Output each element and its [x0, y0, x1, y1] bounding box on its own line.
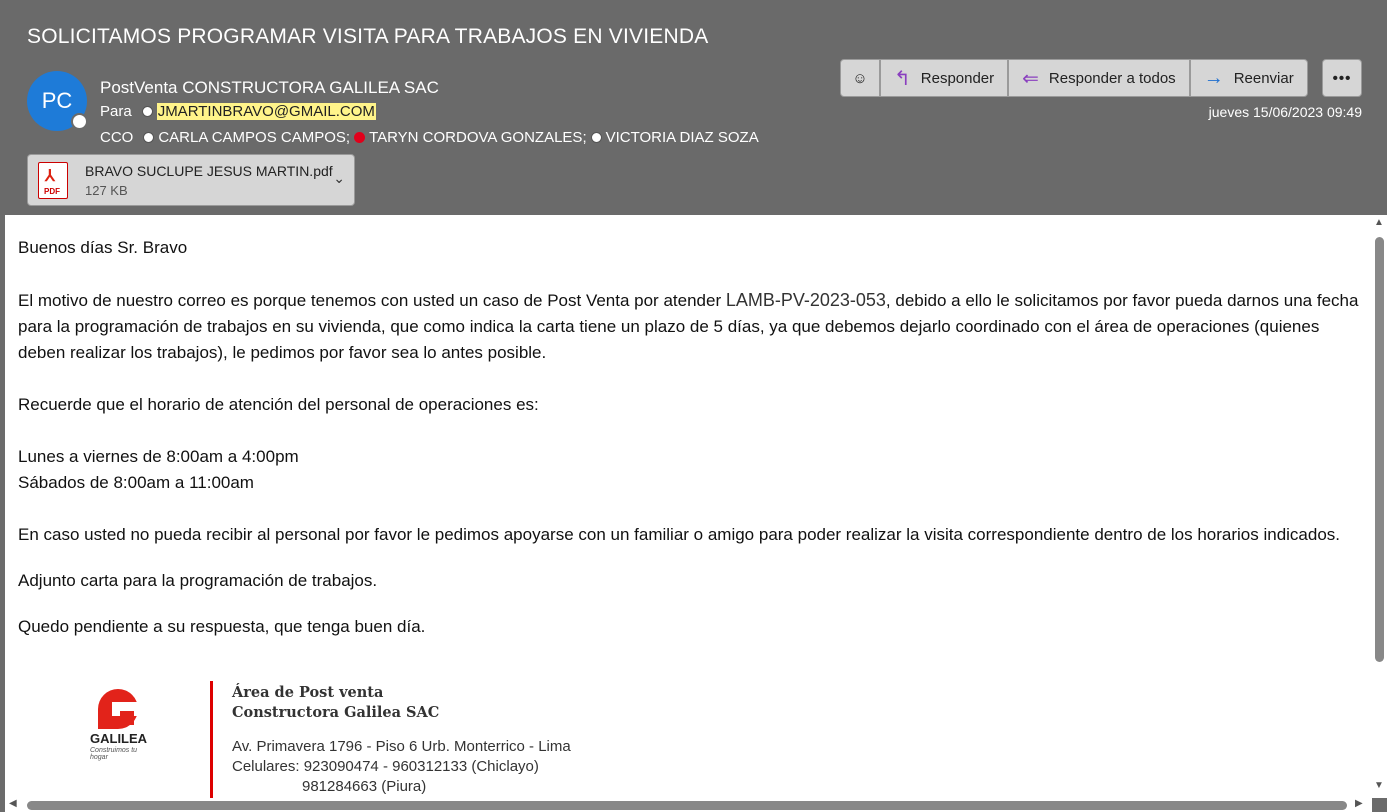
signature-phones: Celulares: 923090474 - 960312133 (Chiclayo)	[232, 758, 539, 775]
scroll-right-icon[interactable]: ▶	[1355, 798, 1363, 809]
vertical-scroll-thumb[interactable]	[1375, 237, 1384, 662]
message-actions	[840, 59, 1308, 97]
reply-button[interactable]	[880, 59, 1008, 97]
greeting: Buenos días Sr. Bravo	[18, 238, 188, 257]
logo-g-square	[120, 711, 134, 725]
paragraph-case	[18, 287, 1363, 366]
reply-all-button[interactable]	[1008, 59, 1190, 97]
message-body	[5, 215, 1372, 798]
paragraph-attachment: Adjunto carta para la programación de trabajos.	[18, 571, 378, 590]
signature-address: Av. Primavera 1796 - Piso 6 Urb. Monterrico - Lima	[232, 738, 571, 755]
acrobat-icon: ⅄	[45, 168, 55, 185]
case-code: LAMB-PV-2023-053	[725, 290, 886, 310]
pdf-type-label: PDF	[44, 187, 60, 196]
more-actions-button[interactable]	[1322, 59, 1362, 97]
presence-dot-icon	[143, 132, 154, 143]
signature-text	[232, 683, 571, 797]
to-label: Para	[100, 103, 132, 120]
forward-icon: →	[1203, 66, 1224, 89]
schedule-weekdays: Lunes a viernes de 8:00am a 4:00pm	[18, 447, 299, 466]
email-signature	[90, 681, 690, 798]
to-line	[100, 103, 376, 120]
reply-all-label: Responder a todos	[1048, 69, 1176, 87]
paragraph-family: En caso usted no pueda recibir al personal por favor le pedimos apoyarse con un familiar o amigo para poder realizar la visita correspondiente dentro de los horarios indicados.	[18, 525, 1341, 544]
email-subject: SOLICITAMOS PROGRAMAR VISITA PARA TRABAJOS EN VIVIENDA	[27, 25, 709, 48]
schedule	[18, 444, 1363, 496]
signature-company: Constructora Galilea SAC	[232, 704, 440, 721]
scroll-left-icon[interactable]: ◀	[9, 798, 17, 809]
smiley-icon: ☺	[852, 69, 868, 87]
pdf-file-icon	[38, 162, 68, 199]
to-recipient[interactable]: JMARTINBRAVO@GMAIL.COM	[157, 103, 375, 120]
message-content	[18, 235, 1363, 666]
cco-recipient[interactable]: TARYN CORDOVA GONZALES;	[369, 129, 587, 146]
cco-recipient[interactable]: CARLA CAMPOS CAMPOS;	[158, 129, 351, 146]
signature-department: Área de Post venta	[232, 684, 384, 701]
vertical-scrollbar[interactable]	[1372, 215, 1387, 798]
galilea-logo	[90, 689, 150, 769]
scroll-down-icon[interactable]: ▼	[1374, 780, 1384, 791]
signature-divider	[210, 681, 213, 798]
cco-line	[100, 129, 763, 146]
attachment-size: 127 KB	[85, 183, 128, 198]
received-date: jueves 15/06/2023 09:49	[1208, 104, 1362, 120]
reply-all-icon: ⇐	[1022, 67, 1039, 90]
cco-recipient[interactable]: VICTORIA DIAZ SOZA	[605, 129, 759, 146]
forward-label: Reenviar	[1233, 69, 1294, 87]
paragraph-schedule-intro: Recuerde que el horario de atención del personal de operaciones es:	[18, 395, 539, 414]
paragraph-closing: Quedo pendiente a su respuesta, que tenga buen día.	[18, 617, 426, 636]
presence-dot-icon	[142, 106, 153, 117]
ellipsis-icon: •••	[1332, 69, 1352, 87]
reaction-button[interactable]	[840, 59, 880, 97]
reply-icon: ↰	[894, 67, 911, 90]
avatar-initials: PC	[41, 88, 73, 113]
sender-name[interactable]: PostVenta CONSTRUCTORA GALILEA SAC	[100, 78, 439, 97]
attachment-name: BRAVO SUCLUPE JESUS MARTIN.pdf	[85, 163, 333, 179]
reply-label: Responder	[920, 69, 995, 87]
horizontal-scrollbar[interactable]	[5, 798, 1372, 812]
forward-button[interactable]	[1190, 59, 1308, 97]
chevron-down-icon[interactable]: ⌄	[333, 170, 345, 186]
schedule-saturday: Sábados de 8:00am a 11:00am	[18, 473, 254, 492]
horizontal-scroll-thumb[interactable]	[27, 801, 1347, 810]
signature-phones-2: 981284663 (Piura)	[302, 778, 427, 795]
logo-name: GALILEA	[90, 731, 148, 746]
presence-status-icon	[71, 113, 88, 130]
logo-tagline: Construimos tu hogar	[90, 747, 138, 761]
paragraph-case-b: , debido a ello le solicitamos por favor pueda darnos una fecha para la programación de trabajos en su vivienda, que como indica la carta tiene un plazo de 5 días, ya que debemos dejarlo coordinado con el área de operaciones (quienes deben realizar los trabajos), le pedimos por favor sea lo antes posible.	[18, 291, 1359, 362]
presence-dot-icon	[591, 132, 602, 143]
paragraph-case-a: El motivo de nuestro correo es porque tenemos con usted un caso de Post Venta por atender	[18, 291, 726, 310]
attachment-card[interactable]	[27, 154, 355, 206]
presence-busy-dot-icon	[354, 132, 365, 143]
scroll-up-icon[interactable]: ▲	[1374, 217, 1384, 228]
message-header	[0, 0, 1387, 215]
cco-label: CCO	[100, 129, 134, 146]
